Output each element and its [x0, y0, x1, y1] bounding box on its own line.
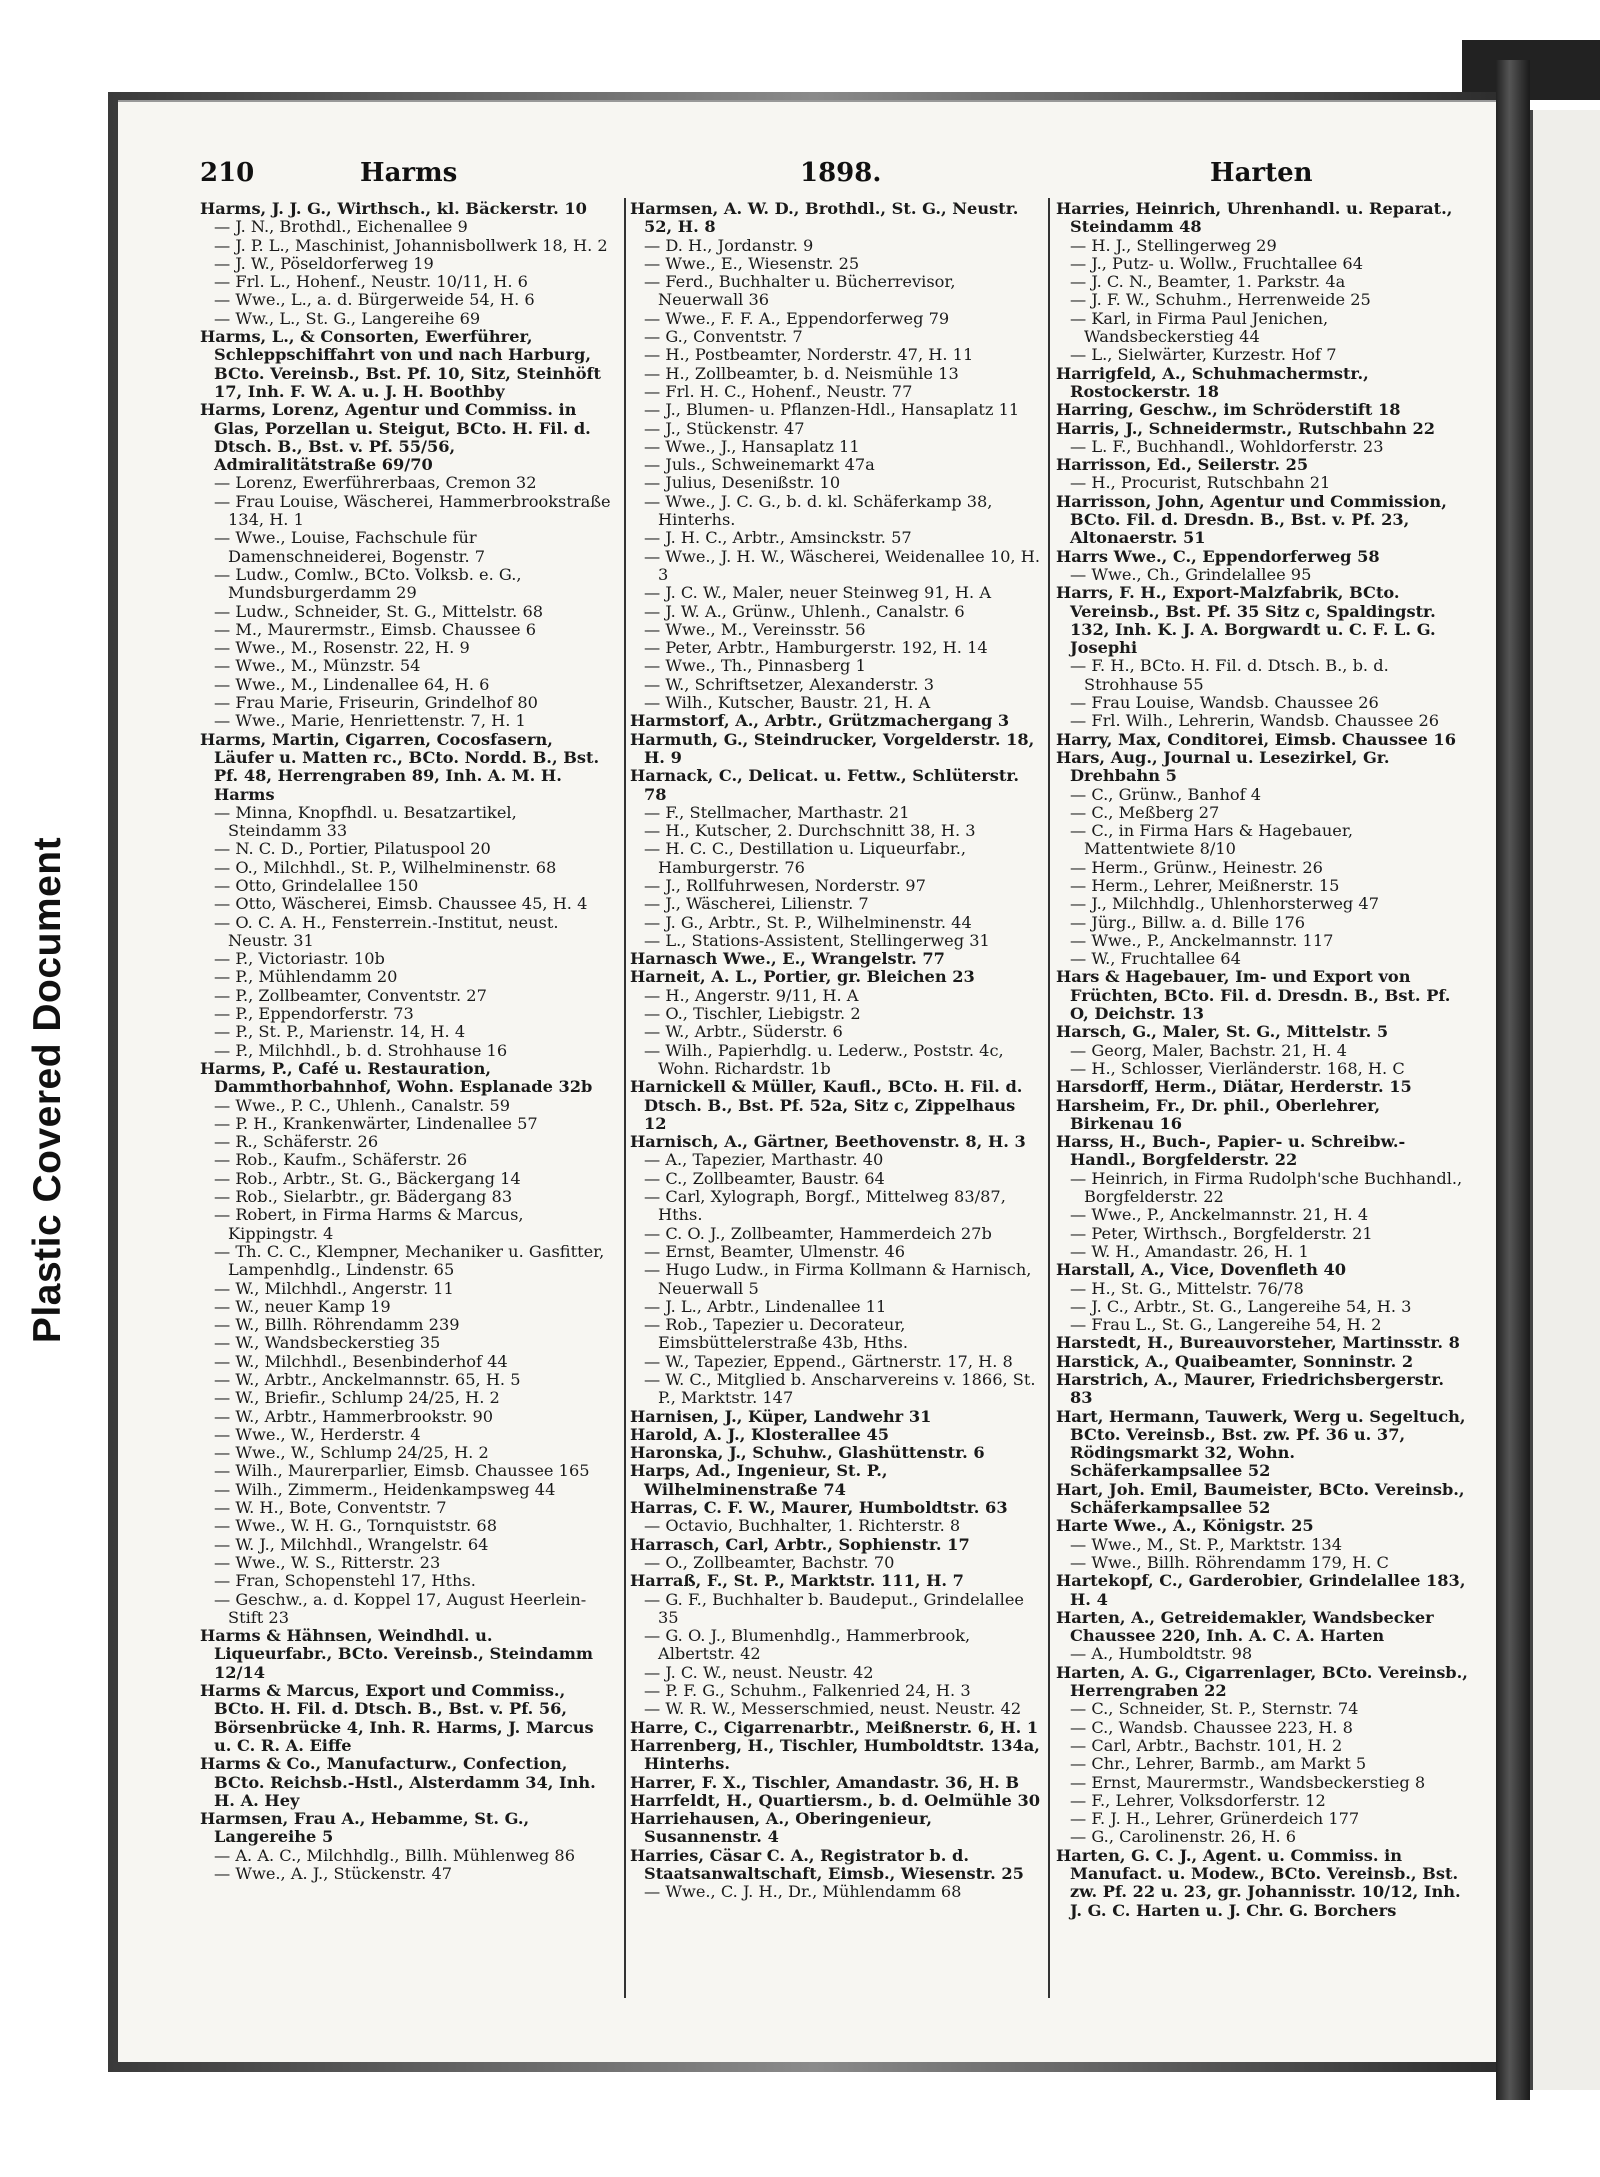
directory-entry: Harmsen, Frau A., Hebamme, St. G., Langereihe 5	[200, 1809, 530, 1847]
directory-entry: — J. C. W., Maler, neuer Steinweg 91, H. A	[644, 583, 992, 603]
directory-entry: — J. W., Pöseldorferweg 19	[214, 253, 434, 273]
directory-entry: — Octavio, Buchhalter, 1. Richterstr. 8	[644, 1516, 961, 1536]
directory-entry: Harte Wwe., A., Königstr. 25	[1056, 1516, 1314, 1536]
directory-entry: Harriehausen, A., Oberingenieur, Susannenstr. 4	[630, 1809, 932, 1847]
directory-entry: — Peter, Arbtr., Hamburgerstr. 192, H. 14	[644, 638, 988, 658]
directory-entry: — Frau L., St. G., Langereihe 54, H. 2	[1070, 1315, 1382, 1335]
next-page-edge	[1530, 110, 1600, 2090]
directory-entry: Harten, A., Getreidemakler, Wandsbecker Chaussee 220, Inh. A. C. A. Harten	[1056, 1607, 1434, 1646]
directory-entry: Harries, Cäsar C. A., Registrator b. d. Staatsanwaltschaft, Eimsb., Wiesenstr. 25	[630, 1845, 1024, 1884]
directory-entry: — Ernst, Beamter, Ulmenstr. 46	[644, 1241, 906, 1261]
directory-entry: — Frl. L., Hohenf., Neustr. 10/11, H. 6	[214, 272, 528, 292]
directory-entry: — H. J., Stellingerweg 29	[1070, 235, 1277, 255]
background-corner	[1462, 40, 1600, 100]
directory-entry: — C., Zollbeamter, Baustr. 64	[644, 1168, 885, 1188]
directory-entry: — F. J. H., Lehrer, Grünerdeich 177	[1070, 1809, 1360, 1829]
directory-entry: — C., in Firma Hars & Hagebauer, Mattentwiete 8/10	[1070, 821, 1353, 859]
directory-entry: — F., Stellmacher, Marthastr. 21	[644, 802, 910, 822]
directory-entry: — C., Schneider, St. P., Sternstr. 74	[1070, 1699, 1359, 1719]
directory-entry: — O. C. A. H., Fensterrein.-Institut, neust. Neustr. 31	[214, 912, 559, 950]
directory-entry: — J., Rollfuhrwesen, Norderstr. 97	[644, 875, 926, 895]
directory-entry: — Ludw., Schneider, St. G., Mittelstr. 68	[214, 601, 544, 621]
directory-entry: — Wilh., Kutscher, Baustr. 21, H. A	[644, 693, 931, 713]
directory-column-3	[1056, 200, 1468, 2050]
directory-entry: — G., Conventstr. 7	[644, 327, 803, 347]
directory-entry: — W., neuer Kamp 19	[214, 1296, 391, 1316]
directory-entry: — W. R. W., Messerschmied, neust. Neustr. 42	[644, 1699, 1022, 1719]
directory-entry: — Peter, Wirthsch., Borgfelderstr. 21	[1070, 1223, 1373, 1243]
directory-entry: — C., Wandsb. Chaussee 223, H. 8	[1070, 1717, 1353, 1737]
directory-entry: — M., Maurermstr., Eimsb. Chaussee 6	[214, 619, 537, 639]
directory-entry: Haronska, J., Schuhw., Glashüttenstr. 6	[630, 1443, 985, 1463]
directory-entry: Harrs Wwe., C., Eppendorferweg 58	[1056, 546, 1380, 566]
directory-entry: Harrasch, Carl, Arbtr., Sophienstr. 17	[630, 1534, 970, 1554]
directory-entry: — Ww., L., St. G., Langereihe 69	[214, 308, 481, 328]
directory-entry: — Otto, Wäscherei, Eimsb. Chaussee 45, H. 4	[214, 894, 588, 914]
directory-entry: — Wwe., M., St. P., Marktstr. 134	[1070, 1534, 1343, 1554]
directory-entry: — Wilh., Maurerparlier, Eimsb. Chaussee 165	[214, 1461, 590, 1481]
directory-entry: — Rob., Kaufm., Schäferstr. 26	[214, 1150, 468, 1170]
directory-entry: — Wwe., E., Wiesenstr. 25	[644, 253, 860, 273]
directory-entry: — H., St. G., Mittelstr. 76/78	[1070, 1278, 1304, 1298]
directory-entry: — J. W. A., Grünw., Uhlenh., Canalstr. 6	[644, 601, 965, 621]
directory-entry: — Minna, Knopfhdl. u. Besatzartikel, Steindamm 33	[214, 802, 517, 841]
directory-entry: — O., Tischler, Liebigstr. 2	[644, 1004, 861, 1024]
directory-entry: — Wwe., L., a. d. Bürgerweide 54, H. 6	[214, 290, 535, 310]
directory-entry: — Wwe., F. F. A., Eppendorferweg 79	[644, 308, 950, 328]
directory-entry: — Georg, Maler, Bachstr. 21, H. 4	[1070, 1040, 1347, 1060]
directory-entry: Harten, G. C. J., Agent. u. Commiss. in Manufact. u. Modew., BCto. Vereinsb., Bst. zw. Pf. 22 u. 23, gr. Johannisstr. 10/12, Inh. J. G. C. Harten u. J. Chr. G. Borchers	[1056, 1845, 1461, 1920]
directory-entry: — C. O. J., Zollbeamter, Hammerdeich 27b	[644, 1223, 992, 1243]
directory-entry: — Wwe., Th., Pinnasberg 1	[644, 656, 866, 676]
directory-entry: — Julius, Desenißstr. 10	[644, 473, 841, 493]
directory-entry: Hart, Joh. Emil, Baumeister, BCto. Vereinsb., Schäferkampsallee 52	[1056, 1479, 1465, 1518]
directory-entry: Harsdorff, Herm., Diätar, Herderstr. 15	[1056, 1077, 1412, 1097]
directory-entry: — Wwe., C. J. H., Dr., Mühlendamm 68	[644, 1882, 962, 1902]
directory-entry: — A. A. C., Milchhdlg., Billh. Mühlenweg 86	[214, 1845, 576, 1865]
directory-entry: Harms & Marcus, Export und Commiss., BCto. H. Fil. d. Dtsch. B., Bst. v. Pf. 56, Börsenbrücke 4, Inh. R. Harms, J. Marcus u. C. R. A. Eiffe	[200, 1681, 594, 1755]
directory-entry: — W., Billh. Röhrendamm 239	[214, 1315, 460, 1335]
directory-entry: Hartekopf, C., Garderobier, Grindelallee 183, H. 4	[1056, 1571, 1466, 1609]
directory-entry: — P. H., Krankenwärter, Lindenallee 57	[214, 1113, 538, 1133]
directory-entry: — A., Humboldtstr. 98	[1070, 1644, 1253, 1664]
directory-entry: — P., Mühlendamm 20	[214, 967, 398, 987]
directory-entry: — W., Arbtr., Anckelmannstr. 65, H. 5	[214, 1370, 521, 1389]
directory-entry: — J. C. W., neust. Neustr. 42	[644, 1662, 874, 1682]
directory-entry: — Chr., Lehrer, Barmb., am Markt 5	[1070, 1754, 1367, 1774]
directory-entry: — O., Milchhdl., St. P., Wilhelminenstr. 68	[214, 857, 557, 877]
directory-entry: — J. L., Arbtr., Lindenallee 11	[644, 1296, 887, 1316]
directory-entry: — J., Milchhdlg., Uhlenhorsterweg 47	[1070, 894, 1380, 914]
directory-entry: — Otto, Grindelallee 150	[214, 875, 419, 895]
directory-entry: — Wwe., M., Vereinsstr. 56	[644, 619, 866, 639]
directory-entry: Harrigfeld, A., Schuhmachermstr., Rostockerstr. 18	[1056, 363, 1369, 401]
directory-entry: Harries, Heinrich, Uhrenhandl. u. Reparat., Steindamm 48	[1056, 200, 1453, 237]
directory-entry: — Heinrich, in Firma Rudolph'sche Buchhandl., Borgfelderstr. 22	[1070, 1168, 1463, 1207]
directory-entry: — Ernst, Maurermstr., Wandsbeckerstieg 8	[1070, 1772, 1426, 1792]
directory-entry: — Lorenz, Ewerführerbaas, Cremon 32	[214, 473, 537, 493]
plastic-covered-label-text: Plastic Covered Document	[26, 836, 69, 1344]
directory-entry: — W., Milchhdl., Besenbinderhof 44	[214, 1351, 508, 1371]
directory-entry: — P., St. P., Marienstr. 14, H. 4	[214, 1022, 466, 1042]
directory-entry: — Wwe., Billh. Röhrendamm 179, H. C	[1070, 1552, 1389, 1572]
directory-column-1	[200, 200, 612, 2050]
directory-entry: — Th. C. C., Klempner, Mechaniker u. Gasfitter, Lampenhdlg., Lindenstr. 65	[214, 1241, 605, 1280]
directory-column-2	[630, 200, 1042, 2050]
directory-entry: Harmsen, A. W. D., Brothdl., St. G., Neustr. 52, H. 8	[630, 200, 1019, 237]
directory-entry: — Ferd., Buchhalter u. Bücherrevisor, Neuerwall 36	[644, 272, 956, 310]
directory-entry: — H., Kutscher, 2. Durchschnitt 38, H. 3	[644, 821, 976, 841]
directory-entry: — Frau Marie, Friseurin, Grindelhof 80	[214, 693, 538, 713]
directory-entry: Harrisson, Ed., Seilerstr. 25	[1056, 455, 1309, 475]
directory-entry: — Geschw., a. d. Koppel 17, August Heerlein-Stift 23	[214, 1589, 587, 1627]
directory-entry: — J. N., Brothdl., Eichenallee 9	[214, 217, 468, 237]
directory-entry: Harsch, G., Maler, St. G., Mittelstr. 5	[1056, 1022, 1389, 1042]
directory-entry: — J. C. N., Beamter, 1. Parkstr. 4a	[1070, 272, 1346, 292]
directory-entry: — Wwe., W., Herderstr. 4	[214, 1424, 421, 1444]
directory-entry: — P., Milchhdl., b. d. Strohhause 16	[214, 1040, 508, 1060]
directory-entry: — Wilh., Zimmerm., Heidenkampsweg 44	[214, 1479, 556, 1499]
directory-entry: — W., Schriftsetzer, Alexanderstr. 3	[644, 674, 935, 694]
directory-entry: — W., Fruchtallee 64	[1070, 949, 1241, 969]
directory-entry: Harnack, C., Delicat. u. Fettw., Schlüterstr. 78	[630, 766, 1020, 804]
directory-entry: — Wwe., Marie, Henriettenstr. 7, H. 1	[214, 711, 526, 731]
directory-entry: — W., Milchhdl., Angerstr. 11	[214, 1278, 454, 1298]
directory-entry: — J., Stückenstr. 47	[644, 418, 805, 438]
directory-entry: — Ludw., Comlw., BCto. Volksb. e. G., Mundsburgerdamm 29	[214, 564, 522, 603]
directory-entry: — Wwe., M., Lindenallee 64, H. 6	[214, 674, 490, 694]
plastic-covered-label	[8, 640, 88, 1540]
directory-entry: — Juls., Schweinemarkt 47a	[644, 455, 875, 475]
directory-entry: — Wwe., A. J., Stückenstr. 47	[214, 1864, 453, 1884]
directory-entry: — C., Grünw., Banhof 4	[1070, 784, 1262, 804]
directory-entry: Harstick, A., Quaibeamter, Sonninstr. 2	[1056, 1351, 1414, 1371]
column-divider	[624, 198, 626, 1998]
directory-entry: — O., Zollbeamter, Bachstr. 70	[644, 1552, 895, 1572]
directory-entry: — A., Tapezier, Marthastr. 40	[644, 1150, 884, 1170]
directory-entry: — Rob., Tapezier u. Decorateur, Eimsbüttelerstraße 43b, Hths.	[644, 1315, 909, 1353]
book-spine	[1496, 60, 1530, 2100]
directory-entry: — Robert, in Firma Harms & Marcus, Kippingstr. 4	[214, 1205, 524, 1243]
directory-entry: — R., Schäferstr. 26	[214, 1132, 379, 1152]
directory-entry: — L., Sielwärter, Kurzestr. Hof 7	[1070, 345, 1337, 365]
directory-entry: — Wwe., P., Anckelmannstr. 117	[1070, 930, 1334, 950]
directory-entry: Harras, C. F. W., Maurer, Humboldtstr. 63	[630, 1498, 1008, 1518]
directory-entry: Harsheim, Fr., Dr. phil., Oberlehrer, Birkenau 16	[1056, 1095, 1381, 1133]
directory-entry: — Wwe., W. H. G., Tornquiststr. 68	[214, 1516, 498, 1536]
directory-entry: — Rob., Arbtr., St. G., Bäckergang 14	[214, 1168, 521, 1188]
directory-entry: — Rob., Sielarbtr., gr. Bädergang 83	[214, 1187, 513, 1207]
directory-entry: — Wwe., P., Anckelmannstr. 21, H. 4	[1070, 1205, 1369, 1225]
directory-entry: — W., Arbtr., Hammerbrookstr. 90	[214, 1406, 494, 1426]
directory-entry: — Wwe., M., Rosenstr. 22, H. 9	[214, 638, 470, 658]
directory-entry: Harry, Max, Conditorei, Eimsb. Chaussee 16	[1056, 729, 1456, 749]
page-number: 210	[200, 158, 255, 188]
directory-entry: — J. F. W., Schuhm., Herrenweide 25	[1070, 290, 1371, 310]
directory-entry: — Frau Louise, Wäscherei, Hammerbrookstraße 134, H. 1	[214, 491, 611, 530]
directory-entry: — Hugo Ludw., in Firma Kollmann & Harnisch, Neuerwall 5	[644, 1260, 1032, 1298]
directory-entry: Hars & Hagebauer, Im- und Export von Früchten, BCto. Fil. d. Dresdn. B., Bst. Pf. O, Deichstr. 13	[1056, 967, 1451, 1024]
left-keyword: Harms	[360, 158, 458, 188]
directory-entry: — Wwe., J. C. G., b. d. kl. Schäferkamp 38, Hinterhs.	[644, 491, 993, 530]
directory-entry: Harten, A. G., Cigarrenlager, BCto. Vereinsb., Herrengraben 22	[1056, 1662, 1468, 1701]
directory-entry: Harmstorf, A., Arbtr., Grützmachergang 3	[630, 711, 1010, 731]
directory-entry: Harold, A. J., Klosterallee 45	[630, 1424, 889, 1444]
directory-entry: — Karl, in Firma Paul Jenichen, Wandsbeckerstieg 44	[1070, 308, 1329, 347]
directory-entry: — H., Zollbeamter, b. d. Neismühle 13	[644, 363, 959, 383]
directory-entry: — J., Putz- u. Wollw., Fruchtallee 64	[1070, 253, 1363, 273]
directory-entry: Harms & Hähnsen, Weindhdl. u. Liqueurfabr., BCto. Vereinsb., Steindamm 12/14	[200, 1626, 593, 1682]
page-header	[200, 158, 1313, 196]
directory-entry: Harms, L., & Consorten, Ewerführer, Schleppschiffahrt von und nach Harburg, BCto. Vereinsb., Bst. Pf. 10, Sitz, Steinhöft 17, Inh. F. W. A. u. J. H. Boothby	[200, 327, 601, 401]
directory-entry: — J. P. L., Maschinist, Johannisbollwerk 18, H. 2	[214, 235, 608, 255]
column-divider	[1048, 198, 1050, 1998]
directory-entry: Harmuth, G., Steindrucker, Vorgelderstr. 18, H. 9	[630, 729, 1035, 767]
directory-entry: Harnisen, J., Küper, Landwehr 31	[630, 1406, 932, 1426]
directory-entry: — Wilh., Papierhdlg. u. Lederw., Poststr. 4c, Wohn. Richardstr. 1b	[644, 1040, 1004, 1078]
directory-entry: Harraß, F., St. P., Marktstr. 111, H. 7	[630, 1571, 964, 1591]
directory-entry: Harms, Lorenz, Agentur und Commiss. in Glas, Porzellan u. Steigut, BCto. H. Fil. d. Dtsch. B., Bst. v. Pf. 55/56, Admiralitätstraße 69/70	[200, 400, 591, 475]
directory-entry: — J. C., Arbtr., St. G., Langereihe 54, H. 3	[1070, 1296, 1412, 1316]
directory-entry: Harnickell & Müller, Kaufl., BCto. H. Fil. d. Dtsch. B., Bst. Pf. 52a, Sitz c, Zippelhaus 12	[630, 1077, 1023, 1133]
directory-entry: — W., Briefir., Schlump 24/25, H. 2	[214, 1388, 500, 1408]
directory-entry: Harring, Geschw., im Schröderstift 18	[1056, 400, 1401, 420]
directory-entry: Harstrich, A., Maurer, Friedrichsbergerstr. 83	[1056, 1370, 1445, 1408]
directory-entry: — W., Arbtr., Süderstr. 6	[644, 1022, 843, 1042]
directory-entry: — F., Lehrer, Volksdorferstr. 12	[1070, 1790, 1326, 1810]
directory-entry: — H., Angerstr. 9/11, H. A	[644, 985, 859, 1005]
directory-entry: — Wwe., M., Münzstr. 54	[214, 656, 421, 676]
directory-entry: Hart, Hermann, Tauwerk, Werg u. Segeltuch, BCto. Vereinsb., Bst. zw. Pf. 36 u. 37, Rödingsmarkt 32, Wohn. Schäferkampsallee 52	[1056, 1406, 1466, 1481]
directory-entry: — J., Blumen- u. Pflanzen-Hdl., Hansaplatz 11	[644, 400, 1020, 420]
directory-entry: — Wwe., J., Hansaplatz 11	[644, 436, 860, 456]
directory-entry: — Frl. Wilh., Lehrerin, Wandsb. Chaussee 26	[1070, 711, 1440, 731]
directory-entry: — W. C., Mitglied b. Anscharvereins v. 1866, St. P., Marktstr. 147	[644, 1370, 1036, 1408]
directory-entry: — G. O. J., Blumenhdlg., Hammerbrook, Albertstr. 42	[644, 1626, 971, 1664]
directory-entry: Harms, Martin, Cigarren, Cocosfasern, Läufer u. Matten rc., BCto. Nordd. B., Bst. Pf. 48, Herrengraben 89, Inh. A. M. H. Harms	[200, 729, 600, 804]
directory-entry: — Wwe., P. C., Uhlenh., Canalstr. 59	[214, 1095, 511, 1115]
directory-entry: — W. H., Amandastr. 26, H. 1	[1070, 1241, 1309, 1261]
directory-entry: Harre, C., Cigarrenarbtr., Meißnerstr. 6, H. 1	[630, 1717, 1039, 1737]
right-keyword: Harten	[1210, 158, 1313, 188]
directory-entry: Harrisson, John, Agentur und Commission, BCto. Fil. d. Dresdn. B., Bst. v. Pf. 23, Altonaerstr. 51	[1056, 491, 1447, 548]
directory-entry: — P. F. G., Schuhm., Falkenried 24, H. 3	[644, 1681, 971, 1701]
directory-entry: — Wwe., W., Schlump 24/25, H. 2	[214, 1443, 489, 1463]
directory-entry: — P., Zollbeamter, Conventstr. 27	[214, 985, 487, 1005]
directory-entry: — J. H. C., Arbtr., Amsinckstr. 57	[644, 528, 912, 548]
directory-entry: — Jürg., Billw. a. d. Bille 176	[1070, 912, 1306, 932]
directory-entry: — L., Stations-Assistent, Stellingerweg 31	[644, 930, 990, 950]
directory-entry: — Herm., Grünw., Heinestr. 26	[1070, 857, 1323, 877]
directory-entry: Harrs, F. H., Export-Malzfabrik, BCto. Vereinsb., Bst. Pf. 35 Sitz c, Spaldingstr. 132, Inh. K. J. A. Borgwardt u. C. F. L. G. Josephi	[1056, 583, 1436, 658]
directory-entry: — Wwe., W. S., Ritterstr. 23	[214, 1552, 441, 1572]
directory-entry: — D. H., Jordanstr. 9	[644, 235, 814, 255]
directory-entry: Harstall, A., Vice, Dovenfleth 40	[1056, 1260, 1347, 1280]
directory-entry: Harms, P., Café u. Restauration, Dammthorbahnhof, Wohn. Esplanade 32b	[200, 1058, 593, 1097]
directory-entry: Harstedt, H., Bureauvorsteher, Martinsstr. 8	[1056, 1333, 1460, 1353]
directory-entry: — Fran, Schopenstehl 17, Hths.	[214, 1571, 476, 1591]
directory-entry: — W. H., Bote, Conventstr. 7	[214, 1498, 447, 1518]
directory-entry: — Herm., Lehrer, Meißnerstr. 15	[1070, 875, 1340, 895]
directory-entry: — W., Wandsbeckerstieg 35	[214, 1333, 441, 1353]
directory-entry: — F. H., BCto. H. Fil. d. Dtsch. B., b. d. Strohhause 55	[1070, 656, 1389, 694]
directory-entry: — H. C. C., Destillation u. Liqueurfabr., Hamburgerstr. 76	[644, 839, 967, 877]
directory-entry: Harrer, F. X., Tischler, Amandastr. 36, H. B	[630, 1772, 1020, 1792]
year-heading: 1898.	[800, 158, 882, 188]
directory-entry: Harnisch, A., Gärtner, Beethovenstr. 8, H. 3	[630, 1132, 1026, 1152]
directory-entry: — G. F., Buchhalter b. Baudeput., Grindelallee 35	[644, 1589, 1025, 1627]
directory-entry: Harps, Ad., Ingenieur, St. P., Wilhelminenstraße 74	[630, 1461, 888, 1499]
directory-entry: Harneit, A. L., Portier, gr. Bleichen 23	[630, 967, 975, 987]
directory-entry: — Wwe., Ch., Grindelallee 95	[1070, 564, 1312, 584]
directory-entry: — Wwe., J. H. W., Wäscherei, Weidenallee 10, H. 3	[644, 546, 1040, 584]
directory-entry: — C., Meßberg 27	[1070, 802, 1220, 822]
directory-entry: — G., Carolinenstr. 26, H. 6	[1070, 1827, 1297, 1847]
directory-entry: — Frl. H. C., Hohenf., Neustr. 77	[644, 381, 913, 401]
directory-entry: — H., Procurist, Rutschbahn 21	[1070, 473, 1331, 493]
directory-entry: — W., Tapezier, Eppend., Gärtnerstr. 17, H. 8	[644, 1351, 1013, 1371]
directory-entry: — J. G., Arbtr., St. P., Wilhelminenstr. 44	[644, 912, 972, 932]
directory-entry: Harris, J., Schneidermstr., Rutschbahn 22	[1056, 418, 1435, 438]
directory-entry: Harms & Co., Manufacturw., Confection, BCto. Reichsb.-Hstl., Alsterdamm 34, Inh. H. A. Hey	[200, 1754, 596, 1810]
directory-entry: — H., Schlosser, Vierländerstr. 168, H. C	[1070, 1058, 1405, 1078]
directory-entry: Hars, Aug., Journal u. Lesezirkel, Gr. Drehbahn 5	[1056, 747, 1390, 786]
directory-entry: — N. C. D., Portier, Pilatuspool 20	[214, 839, 491, 859]
directory-entry: — Frau Louise, Wandsb. Chaussee 26	[1070, 693, 1379, 713]
directory-entry: — W. J., Milchhdl., Wrangelstr. 64	[214, 1534, 489, 1554]
directory-entry: — Carl, Arbtr., Bachstr. 101, H. 2	[1070, 1735, 1343, 1755]
directory-entry: — P., Victoriastr. 10b	[214, 949, 385, 969]
directory-entry: Harrfeldt, H., Quartiersm., b. d. Oelmühle 30	[630, 1790, 1041, 1810]
directory-entry: — P., Eppendorferstr. 73	[214, 1004, 414, 1024]
directory-entry: — L. F., Buchhandl., Wohldorferstr. 23	[1070, 436, 1384, 456]
directory-entry: Harrenberg, H., Tischler, Humboldtstr. 134a, Hinterhs.	[630, 1735, 1040, 1774]
directory-entry: — Carl, Xylograph, Borgf., Mittelweg 83/87, Hths.	[644, 1187, 1006, 1225]
directory-entry: — H., Postbeamter, Norderstr. 47, H. 11	[644, 345, 974, 365]
directory-entry: Harss, H., Buch-, Papier- u. Schreibw.-Handl., Borgfelderstr. 22	[1056, 1132, 1406, 1170]
directory-entry: Harnasch Wwe., E., Wrangelstr. 77	[630, 949, 945, 969]
directory-entry: — J., Wäscherei, Lilienstr. 7	[644, 894, 869, 914]
directory-entry: — Wwe., Louise, Fachschule für Damenschneiderei, Bogenstr. 7	[214, 528, 486, 566]
directory-entry: Harms, J. J. G., Wirthsch., kl. Bäckerstr. 10	[200, 200, 587, 218]
